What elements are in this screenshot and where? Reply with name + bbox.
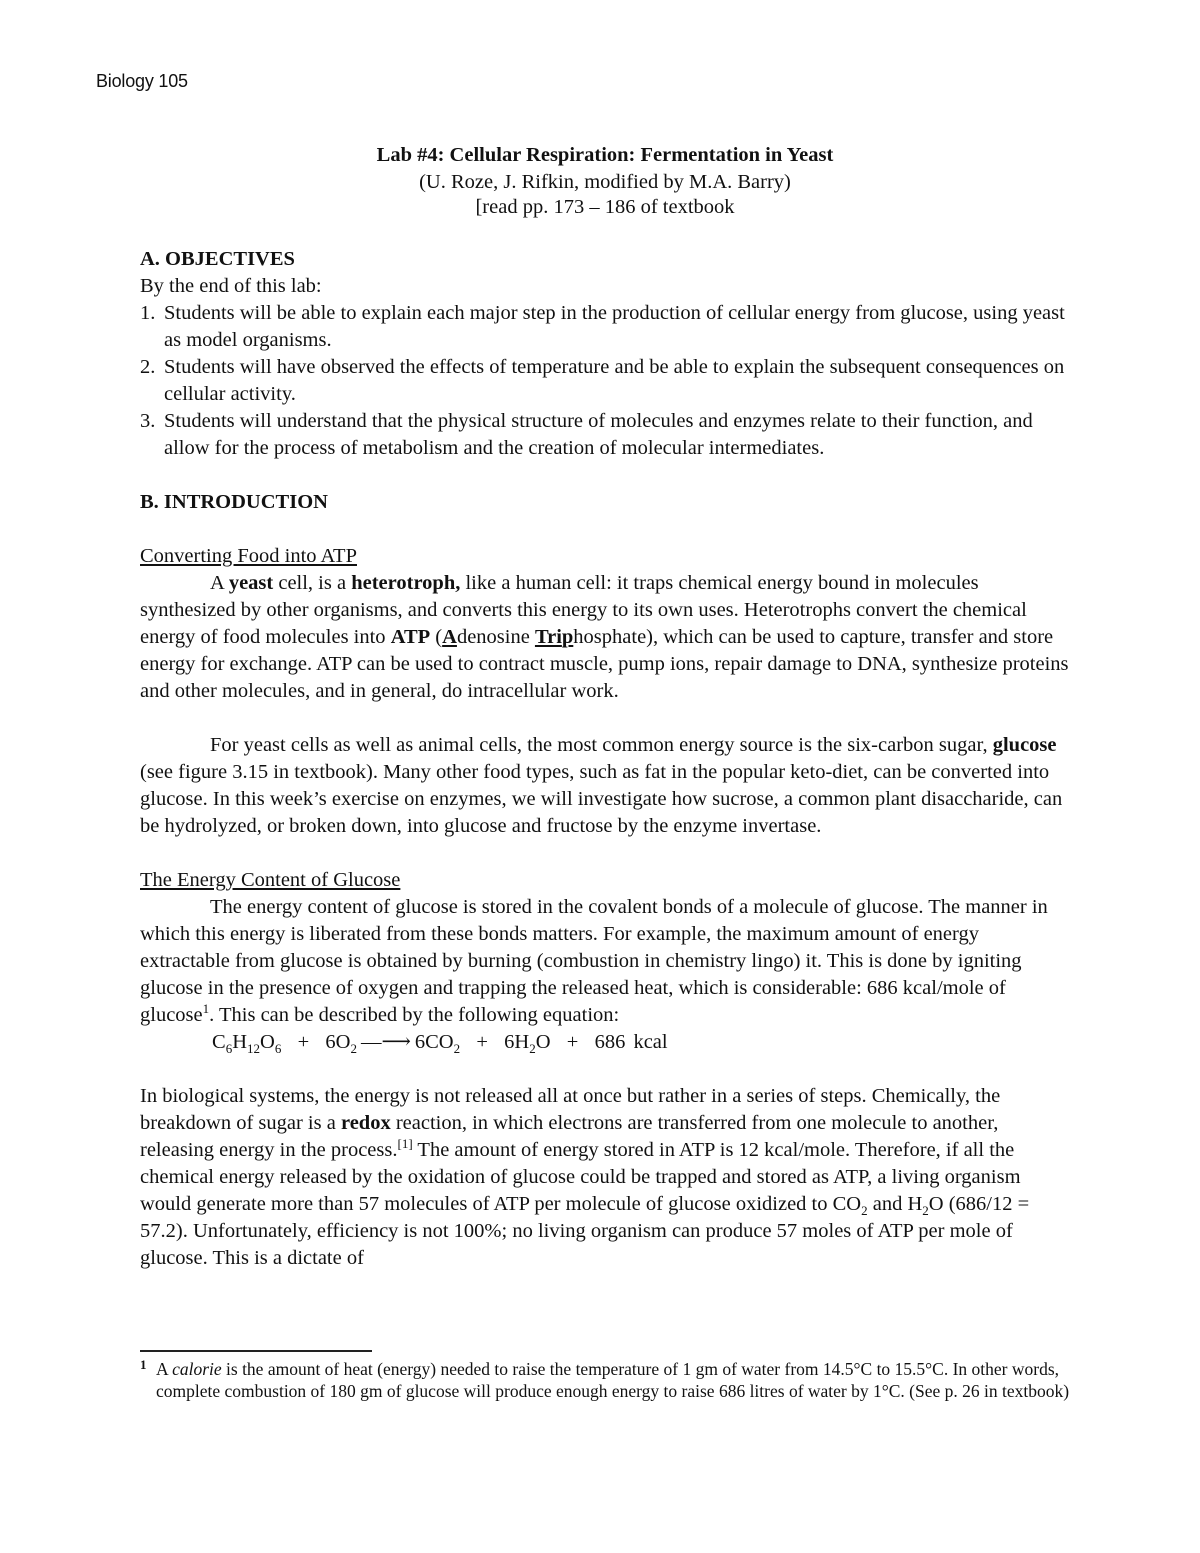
text-run: is the amount of heat (energy) needed to raise the temperature of 1 gm of water from 14.5°C to 15.5°C. In other words, complete combustion of 180 gm of glucose will produce enough energy to raise 686 litres of water by 1°C. (See p. 26 in textbook) <box>156 1359 1070 1401</box>
eq-part: 6O <box>325 1031 351 1053</box>
combustion-equation <box>140 1029 1070 1056</box>
objective-number: 1. <box>140 302 156 324</box>
term-glucose: glucose <box>992 734 1057 756</box>
eq-part: O <box>260 1031 275 1053</box>
eq-part: H <box>232 1031 247 1053</box>
text-run: The energy content of glucose is stored in the covalent bonds of a molecule of glucose. The manner in which this energy is liberated from these bonds matters. For example, the maximum amount of energy extractable from glucose is obtained by burning (combustion in chemistry lingo) it. This is done by igniting glucose in the presence of oxygen and trapping the released heat, which is considerable: 686 kcal/mole of glucose <box>140 896 1048 1026</box>
text-run: (see figure 3.15 in textbook). Many other food types, such as fat in the popular keto-diet, can be converted into glucose. In this week’s exercise on enzymes, we will investigate how sucrose, a common plant disaccharide, can be hydrolyzed, or broken down, into glucose and fructose by the enzyme invertase. <box>140 761 1063 837</box>
text-run: A <box>210 572 229 594</box>
eq-part: 686 kcal <box>594 1031 668 1053</box>
objective-number: 2. <box>140 356 156 378</box>
eq-part: 6H <box>504 1031 530 1053</box>
acronym-letter: p <box>561 626 574 648</box>
term-atp: ATP <box>390 626 431 648</box>
subheading-converting-food: Converting Food into ATP <box>140 545 357 567</box>
text-run: hosphate), which can be used to capture, transfer and store energy for exchange. ATP can be used to contract muscle, pump ions, repair damage to DNA, synthesize proteins and other molecules, and in general, do intracellular work. <box>140 626 1069 702</box>
text-run: denosine <box>456 626 535 648</box>
text-run: reaction, in which electrons are transferred from one molecule to another, releasing energy in the process. <box>140 1112 999 1161</box>
eq-subscript: 2 <box>453 1041 461 1057</box>
eq-subscript: 12 <box>247 1041 260 1057</box>
eq-part: C <box>212 1031 226 1053</box>
objective-text: Students will understand that the physical structure of molecules and enzymes relate to their function, and allow for the process of metabolism and the creation of molecular intermediates. <box>164 410 1033 459</box>
subscript: 2 <box>922 1203 929 1219</box>
paragraph-redox <box>140 1083 1070 1272</box>
footnote-number: 1 <box>140 1357 147 1372</box>
objective-number: 3. <box>140 410 156 432</box>
text-run: ( <box>430 626 443 648</box>
eq-subscript: 6 <box>274 1041 282 1057</box>
text-run: cell, is a <box>273 572 352 594</box>
objective-text: Students will be able to explain each major step in the production of cellular energy from glucose, using yeast as model organisms. <box>164 302 1065 351</box>
paragraph-energy-content <box>140 894 1070 1029</box>
reaction-arrow-icon: —⟶ <box>360 1031 411 1053</box>
eq-operator: + <box>297 1031 310 1053</box>
text-run: The amount of energy stored in ATP is 12 kcal/mole. Therefore, if all the chemical energy released by the oxidation of glucose could be trapped and stored as ATP, a living organism would generate more than 57 molecules of ATP per molecule of glucose oxidized to CO <box>140 1139 1021 1215</box>
text-run: and H <box>867 1193 923 1215</box>
eq-part: O <box>535 1031 551 1053</box>
acronym-letters: Tri <box>534 626 562 648</box>
introduction-heading: B. INTRODUCTION <box>140 491 328 513</box>
eq-subscript: 6 <box>225 1041 233 1057</box>
objectives-heading: A. OBJECTIVES <box>140 248 295 270</box>
objective-text: Students will have observed the effects of temperature and be able to explain the subsequent consequences on cellular activity. <box>164 356 1065 405</box>
term-heterotroph: heterotroph, <box>351 572 461 594</box>
footnote-marker: 1 <box>202 1001 210 1017</box>
introduction-section <box>140 489 1070 1272</box>
footnote <box>140 1358 1070 1402</box>
eq-operator: + <box>566 1031 579 1053</box>
objectives-list <box>140 300 1070 462</box>
objective-item <box>140 354 1070 408</box>
footnote-text <box>140 1358 1070 1402</box>
eq-subscript: 2 <box>529 1041 536 1057</box>
text-run: like a human cell: it traps chemical energy bound in molecules synthesized by other organisms, and converts this energy to its own uses. Heterotrophs convert the chemical energy of food molecules into <box>140 572 1027 648</box>
text-run: In biological systems, the energy is not released all at once but rather in a series of steps. Chemically, the breakdown of sugar is a <box>140 1085 1001 1134</box>
eq-subscript: 2 <box>350 1041 357 1057</box>
footnote-separator <box>140 1350 372 1352</box>
text-run: . This can be described by the following equation: <box>209 1004 620 1026</box>
objectives-section <box>140 246 1070 462</box>
subscript: 2 <box>861 1203 868 1219</box>
text-run: O (686/12 = 57.2). Unfortunately, efficiency is not 100%; no living organism can produce 57 moles of ATP per mole of glucose. This is a dictate of <box>140 1193 1030 1269</box>
eq-operator: + <box>476 1031 488 1053</box>
reading-assignment: [read pp. 173 – 186 of textbook <box>475 196 735 218</box>
objective-item <box>140 300 1070 354</box>
term-calorie: calorie <box>172 1359 222 1379</box>
text-run: A <box>156 1359 173 1379</box>
paragraph-glucose <box>140 732 1070 840</box>
reference-marker[interactable]: [1] <box>397 1136 413 1152</box>
text-run: For yeast cells as well as animal cells, the most common energy source is the six-carbon sugar, <box>210 734 993 756</box>
objective-item <box>140 408 1070 462</box>
paragraph-heterotroph <box>140 570 1070 705</box>
lab-authors: (U. Roze, J. Rifkin, modified by M.A. Barry) <box>419 171 791 193</box>
eq-part: 6CO <box>414 1031 454 1053</box>
term-redox: redox <box>340 1112 391 1134</box>
objectives-intro: By the end of this lab: <box>140 275 322 297</box>
lab-title: Lab #4: Cellular Respiration: Fermentation in Yeast <box>376 144 834 166</box>
course-header: Biology 105 <box>96 71 188 91</box>
subheading-energy-content: The Energy Content of Glucose <box>140 869 401 891</box>
term-yeast: yeast <box>228 572 274 594</box>
acronym-letter: A <box>442 626 457 648</box>
